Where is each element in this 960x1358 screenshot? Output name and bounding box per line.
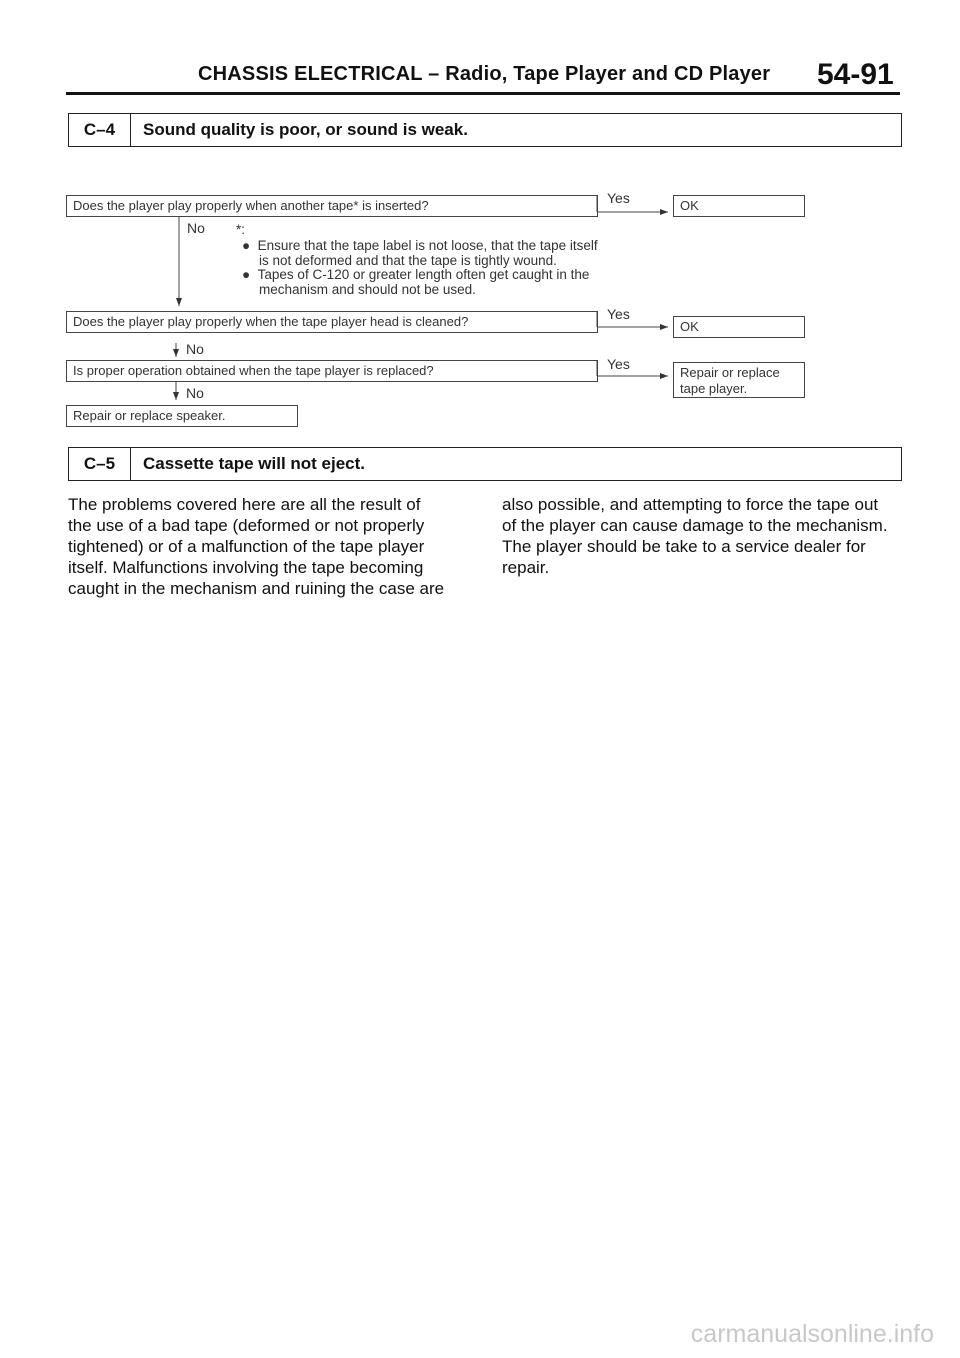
- flow-result-ok-2: OK: [673, 316, 805, 338]
- section-c4-code: C–4: [69, 114, 131, 146]
- flow-question-1: Does the player play properly when another tape* is inserted?: [66, 195, 598, 217]
- flow-question-2: Does the player play properly when the tape player head is cleaned?: [66, 311, 598, 333]
- section-c5-text-right: also possible, and attempting to force the tape out of the player can cause damage to the mechanism. The player should be take to a service dealer for repair.: [502, 495, 888, 577]
- footer-watermark: carmanualsonline.info: [690, 1320, 934, 1348]
- section-c4-title: Sound quality is poor, or sound is weak.: [143, 120, 468, 139]
- section-c5-header: [68, 447, 902, 481]
- section-c5-title: Cassette tape will not eject.: [143, 454, 366, 473]
- flow-note-asterisk: *:: [236, 222, 246, 237]
- bullet-icon: ●: [242, 267, 258, 282]
- flow-q1-yes-label: Yes: [607, 190, 630, 206]
- flow-q3-yes-label: Yes: [607, 356, 630, 372]
- flow-final-repair-speaker: Repair or replace speaker.: [66, 405, 298, 427]
- flow-note-1: ● Ensure that the tape label is not loose, that the tape itself is not deformed and that the tape is tightly wound.: [242, 238, 598, 268]
- bullet-icon: ●: [242, 238, 258, 253]
- flow-note-2: ● Tapes of C-120 or greater length often get caught in the mechanism and should not be used.: [242, 267, 590, 297]
- flow-result-ok-1: OK: [673, 195, 805, 217]
- page-header-title: CHASSIS ELECTRICAL – Radio, Tape Player and CD Player: [198, 63, 771, 85]
- page-number: 54-91: [817, 58, 894, 91]
- flow-q1-no-label: No: [187, 220, 205, 236]
- section-c5-code: C–5: [69, 448, 131, 480]
- section-c5-text-left: The problems covered here are all the result of the use of a bad tape (deformed or not properly tightened) or of a malfunction of the tape player itself. Malfunctions involving the tape becoming caught in the mechanism and ruining the case are: [68, 495, 445, 598]
- flow-question-3: Is proper operation obtained when the tape player is replaced?: [66, 360, 598, 382]
- flow-q2-no-label: No: [186, 341, 204, 357]
- flow-q3-no-label: No: [186, 385, 204, 401]
- flow-result-repair-tape-player: Repair or replace tape player.: [673, 362, 805, 398]
- flow-q2-yes-label: Yes: [607, 306, 630, 322]
